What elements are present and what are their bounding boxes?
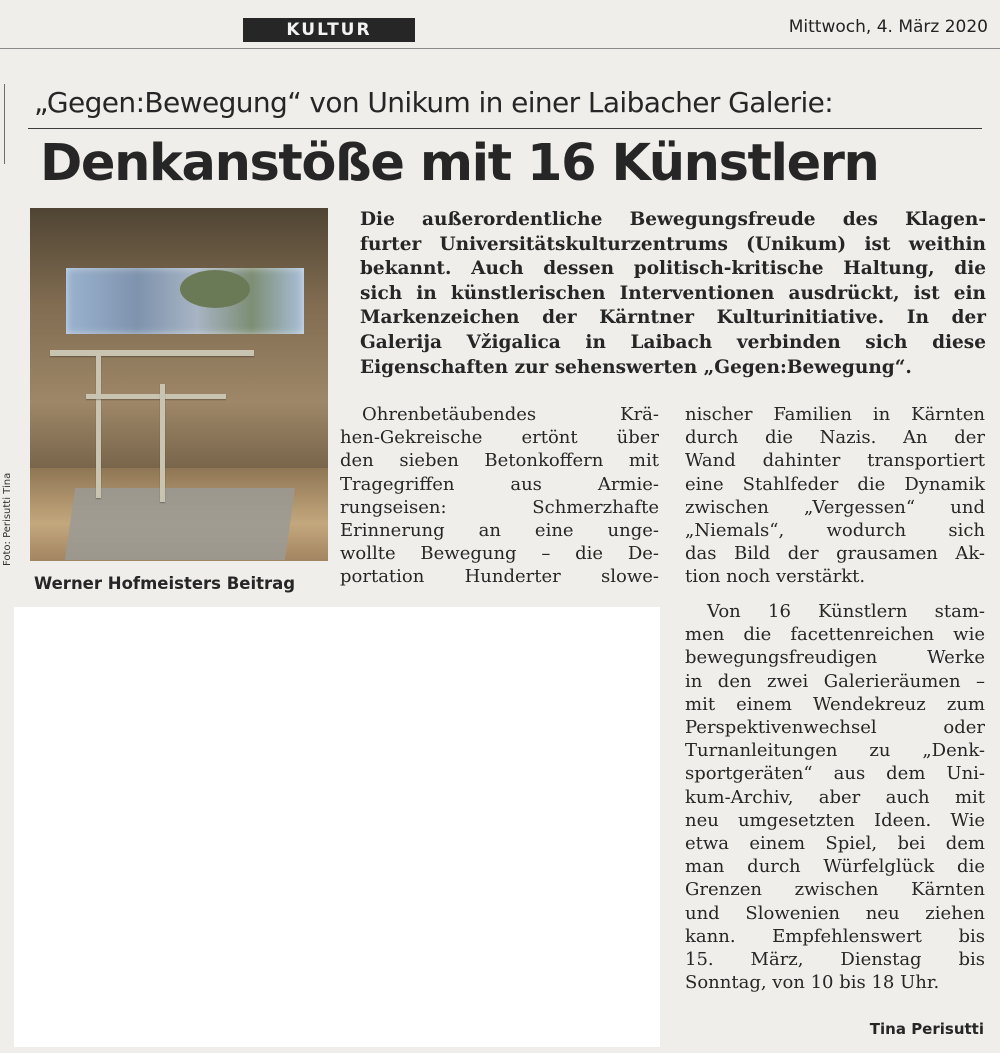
body-line: Ohrenbetäubendes Krä- bbox=[362, 404, 659, 425]
body-line: etwa einem Spiel, bei dem bbox=[685, 833, 985, 855]
body-line: das Bild der grausamen Ak- bbox=[685, 543, 985, 565]
body-line: wollte Bewegung – die De- bbox=[340, 543, 659, 565]
lead-line: Galerija Vžigalica in Laibach verbinden sich diese bbox=[360, 331, 986, 353]
article-headline: Denkanstöße mit 16 Künstlern bbox=[40, 134, 879, 193]
body-line: und Slowenien neu ziehen bbox=[685, 902, 985, 924]
body-line: Grenzen zwischen Kärnten bbox=[685, 879, 985, 901]
body-line: man durch Würfelglück die bbox=[685, 856, 985, 878]
body-line: hen-Gekreische ertönt über bbox=[340, 427, 659, 449]
article-lead bbox=[360, 208, 986, 380]
body-column-1 bbox=[340, 403, 659, 589]
body-line: tion noch verstärkt. bbox=[685, 566, 866, 588]
body-line: Von 16 Künstlern stam- bbox=[707, 601, 985, 622]
article-kicker: „Gegen:Bewegung“ von Unikum in einer Laibacher Galerie: bbox=[34, 86, 834, 119]
photo-caption: Werner Hofmeisters Beitrag bbox=[34, 574, 296, 593]
body-line: den sieben Betonkoffern mit bbox=[340, 450, 659, 472]
body-line: 15. März, Dienstag bis bbox=[685, 949, 985, 971]
body-line: neu umgesetzten Ideen. Wie bbox=[685, 809, 985, 831]
lead-line: furter Universitätskulturzentrums (Unikum) ist weithin bbox=[360, 233, 986, 255]
body-line: mit einem Wendekreuz zum bbox=[685, 693, 985, 715]
body-column-2-top bbox=[685, 403, 985, 589]
body-line: bewegungsfreudigen Werke bbox=[685, 647, 985, 669]
body-line: Tragegriffen aus Armie- bbox=[340, 473, 659, 495]
body-line: nischer Familien in Kärnten bbox=[685, 404, 985, 425]
lead-line: Die außerordentliche Bewegungsfreude des Klagen- bbox=[360, 209, 986, 230]
section-label: KULTUR bbox=[243, 18, 415, 42]
photo-tree bbox=[180, 270, 250, 308]
kicker-divider bbox=[28, 128, 982, 129]
body-line: zwischen „Vergessen“ und bbox=[685, 496, 985, 518]
lead-line: sich in künstlerischen Interventionen ausdrückt, ist ein bbox=[360, 282, 986, 304]
body-line: durch die Nazis. An der bbox=[685, 427, 985, 449]
photo-mat bbox=[65, 488, 295, 560]
author-byline: Tina Perisutti bbox=[869, 1020, 984, 1038]
body-line: portation Hunderter slowe- bbox=[340, 566, 659, 588]
body-line: „Niemals“, wodurch sich bbox=[685, 520, 985, 542]
body-line: eine Stahlfeder die Dynamik bbox=[685, 473, 985, 495]
sculpture-bar-top bbox=[50, 350, 254, 356]
issue-date: Mittwoch, 4. März 2020 bbox=[788, 17, 988, 37]
body-line: Perspektivenwechsel oder bbox=[685, 717, 985, 739]
article-photo bbox=[30, 208, 328, 561]
body-line: kann. Empfehlenswert bis bbox=[685, 925, 985, 947]
lead-line: bekannt. Auch dessen politisch-kritische Haltung, die bbox=[360, 258, 986, 280]
body-line: in den zwei Galerieräumen – bbox=[685, 670, 985, 692]
sculpture-post-left bbox=[96, 356, 101, 498]
header-divider bbox=[0, 48, 1000, 49]
sculpture-post-right bbox=[160, 384, 165, 502]
body-line: sportgeräten“ aus dem Uni- bbox=[685, 763, 985, 785]
lead-line: Markenzeichen der Kärntner Kulturinitiative. In der bbox=[360, 307, 986, 329]
blank-area bbox=[14, 607, 660, 1047]
body-line: rungseisen: Schmerzhafte bbox=[340, 496, 659, 518]
sculpture-bar-cross bbox=[86, 394, 226, 399]
body-line: kum-Archiv, aber auch mit bbox=[685, 786, 985, 808]
lead-line: Eigenschaften zur sehenswerten „Gegen:Bewegung“. bbox=[360, 356, 912, 378]
body-column-2-bottom bbox=[685, 600, 985, 994]
margin-line bbox=[4, 84, 5, 164]
body-line: Sonntag, von 10 bis 18 Uhr. bbox=[685, 972, 940, 994]
photo-credit: Foto: Perisutti Tina bbox=[2, 472, 13, 566]
body-line: Erinnerung an eine unge- bbox=[340, 520, 659, 542]
body-line: men die facettenreichen wie bbox=[685, 624, 985, 646]
body-line: Wand dahinter transportiert bbox=[685, 450, 985, 472]
body-line: Turnanleitungen zu „Denk- bbox=[685, 740, 985, 762]
